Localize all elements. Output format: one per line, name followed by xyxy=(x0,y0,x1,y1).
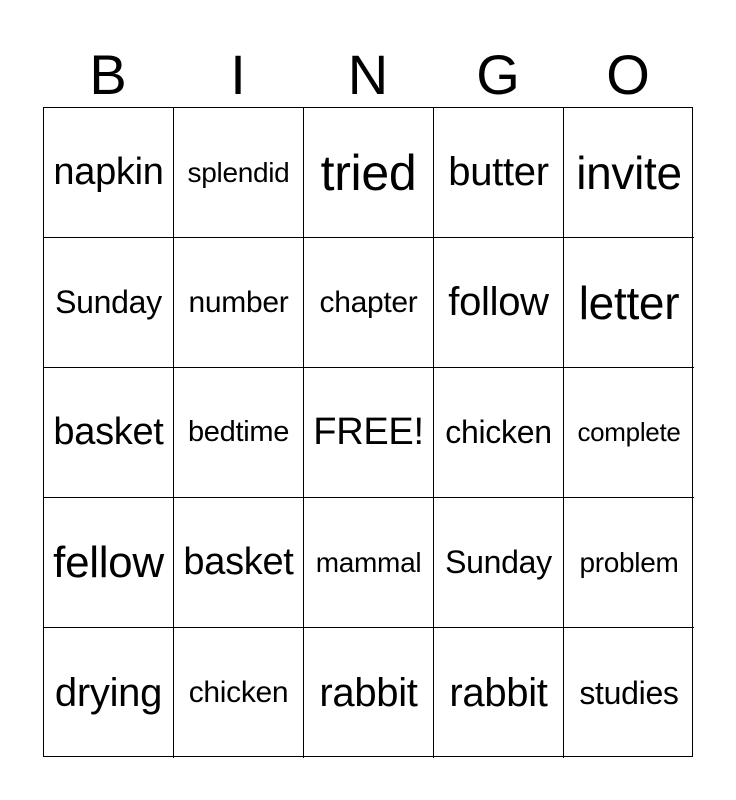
bingo-cell[interactable]: mammal xyxy=(304,498,434,628)
bingo-cell[interactable]: invite xyxy=(564,108,694,238)
header-letter-i: I xyxy=(230,43,246,106)
header-letter-g: G xyxy=(476,43,520,106)
bingo-cell[interactable]: butter xyxy=(434,108,564,238)
bingo-cell[interactable]: napkin xyxy=(44,108,174,238)
bingo-cell[interactable]: problem xyxy=(564,498,694,628)
bingo-cell[interactable]: complete xyxy=(564,368,694,498)
bingo-cell[interactable]: letter xyxy=(564,238,694,368)
bingo-cell[interactable]: fellow xyxy=(44,498,174,628)
header-letter-b: B xyxy=(89,43,127,106)
bingo-cell[interactable]: Sunday xyxy=(434,498,564,628)
bingo-cell[interactable]: follow xyxy=(434,238,564,368)
bingo-cell[interactable]: number xyxy=(174,238,304,368)
bingo-cell[interactable]: drying xyxy=(44,628,174,758)
bingo-cell[interactable]: Sunday xyxy=(44,238,174,368)
free-space-cell[interactable]: FREE! xyxy=(304,368,434,498)
bingo-cell[interactable]: studies xyxy=(579,674,679,711)
bingo-cell[interactable]: chicken xyxy=(434,368,564,498)
bingo-cell[interactable]: chapter xyxy=(304,238,434,368)
bingo-cell[interactable]: basket xyxy=(174,498,304,628)
bingo-card-grid xyxy=(43,107,693,757)
bingo-cell[interactable]: bedtime xyxy=(174,368,304,498)
bingo-header xyxy=(43,42,693,108)
bingo-cell[interactable]: rabbit xyxy=(434,628,564,758)
bingo-cell[interactable]: tried xyxy=(304,108,434,238)
header-letter-n: N xyxy=(347,43,389,106)
bingo-cell[interactable]: basket xyxy=(44,368,174,498)
bingo-cell[interactable]: chicken xyxy=(174,628,304,758)
bingo-cell[interactable]: splendid xyxy=(174,108,304,238)
header-letter-o: O xyxy=(606,43,650,106)
bingo-cell[interactable]: rabbit xyxy=(304,628,434,758)
